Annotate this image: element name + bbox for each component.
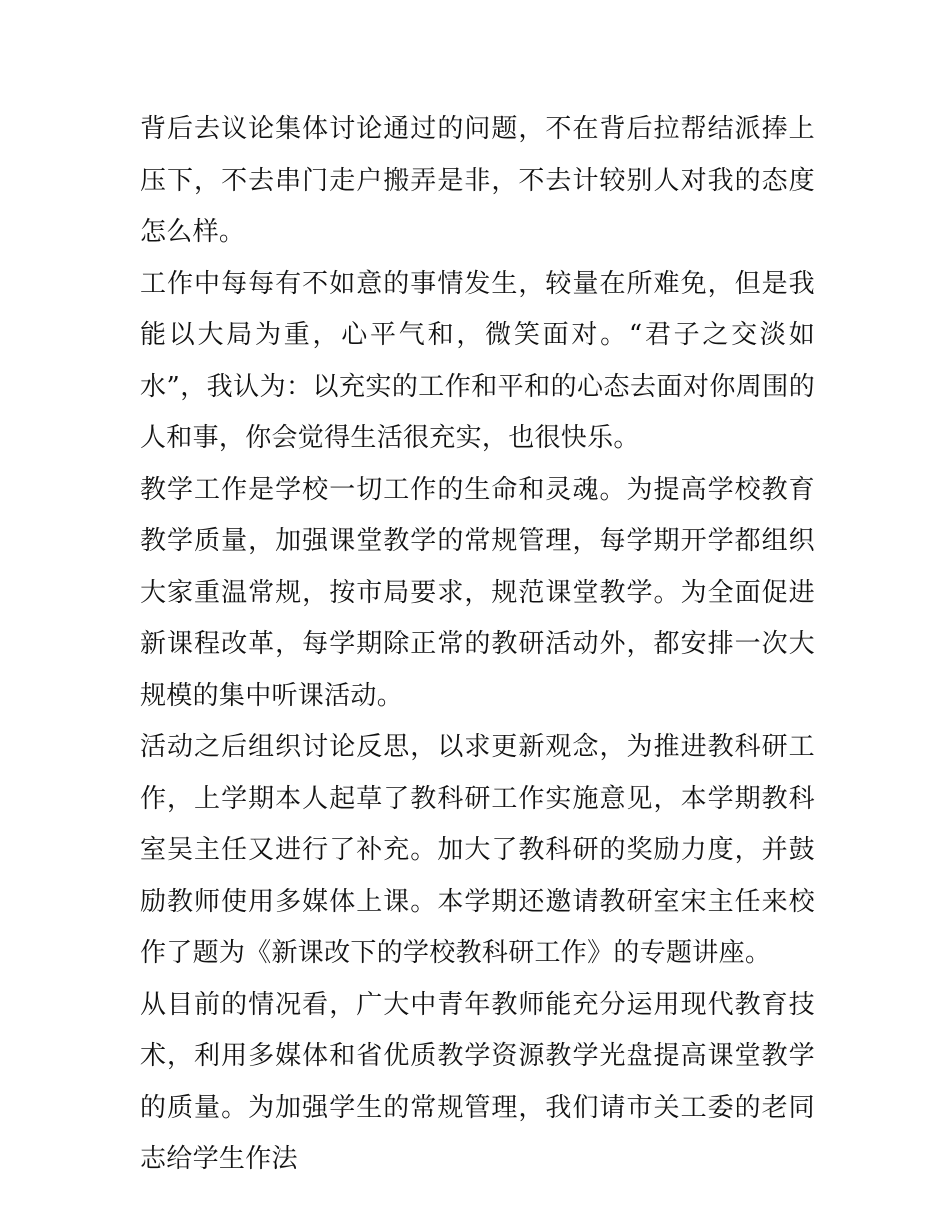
paragraph-5: 从目前的情况看，广大中青年教师能充分运用现代教育技术，利用多媒体和省优质教学资源教学光盘提高课堂教学的质量。为加强学生的常规管理，我们请市关工委的老同志给学生作法 — [140, 989, 815, 1174]
paragraph-4: 活动之后组织讨论反思，以求更新观念，为推进教科研工作，上学期本人起草了教科研工作实施意见，本学期教科室吴主任又进行了补充。加大了教科研的奖励力度，并鼓励教师使用多媒体上课。本学期还邀请教研室宋主任来校作了题为《新课改下的学校教科研工作》的专题讲座。 — [140, 732, 815, 968]
document-body — [140, 104, 815, 1186]
paragraph-3: 教学工作是学校一切工作的生命和灵魂。为提高学校教育教学质量，加强课堂教学的常规管理，每学期开学都组织大家重温常规，按市局要求，规范课堂教学。为全面促进新课程改革，每学期除正常的教研活动外，都安排一次大规模的集中听课活动。 — [140, 474, 815, 711]
paragraph-2: 工作中每每有不如意的事情发生，较量在所难免，但是我能以大局为重，心平气和，微笑面对。“君子之交淡如水”，我认为：以充实的工作和平和的心态去面对你周围的人和事，你会觉得生活很充实，也很快乐。 — [140, 268, 815, 453]
paragraph-1: 背后去议论集体讨论通过的问题，不在背后拉帮结派捧上压下，不去串门走户搬弄是非，不去计较别人对我的态度怎么样。 — [140, 114, 815, 247]
